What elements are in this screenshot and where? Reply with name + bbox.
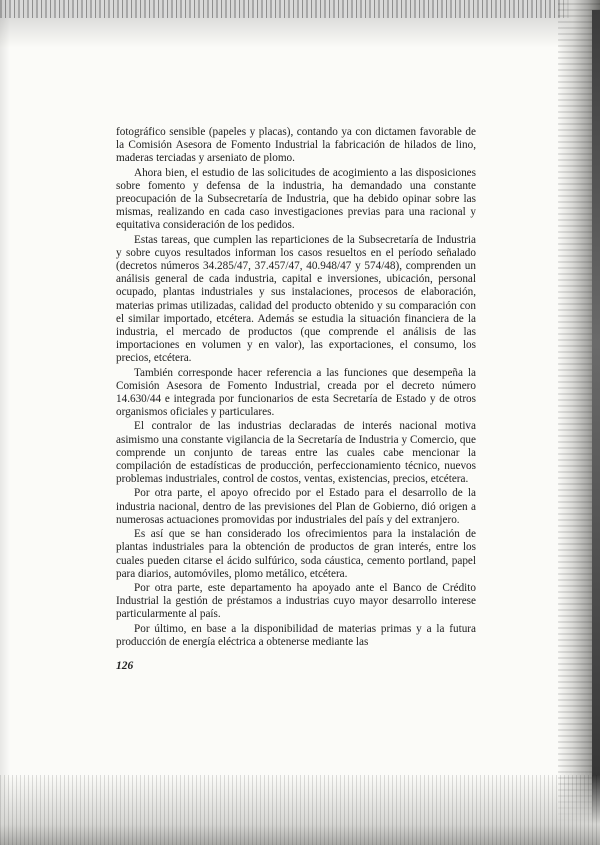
paragraph: Por otra parte, el apoyo ofrecido por el Estado para el desarrollo de la industria nacional, dentro de las previsiones del Plan de Gobierno, dió origen a numerosas actuaciones promovidas por industriales del país y del extranjero. [116, 487, 476, 526]
paragraph: Estas tareas, que cumplen las reparticiones de la Subsecretaría de Industria y sobre cuyos resultados informan los casos resueltos en el período señalado (decretos números 34.285/47, 37.457/47, 40.948/47 y 574/48), comprenden un análisis general de cada industria, capital e inversiones, ubicación, personal ocupado, plantas industriales y sus instalaciones, procesos de elaboración, materias primas utilizadas, calidad del producto obtenido y su comparación con el similar importado, etcétera. Además se estudia la situación financiera de la industria, el mercado de productos (que comprende el análisis de las importaciones en volumen y en valor), las exportaciones, el consumo, los precios, etcétera. [116, 233, 476, 365]
scan-binding-shadow [592, 10, 600, 845]
scan-edge-top [0, 0, 600, 18]
paragraph: El contralor de las industrias declaradas de interés nacional motiva asimismo una constante vigilancia de la Secretaría de Industria y Comercio, que comprende un conjunto de tareas entre las cuales cabe mencionar la compilación de estadísticas de producción, perfeccionamiento técnico, nuevos problemas industriales, control de costos, ventas, existencias, precios, etcétera. [116, 420, 476, 486]
scan-edge-bottom [0, 775, 600, 845]
paragraph: Por otra parte, este departamento ha apoyado ante el Banco de Crédito Industrial la gestión de préstamos a industrias cuyo mayor desarrollo interese particularmente al país. [116, 581, 476, 621]
paragraph: fotográfico sensible (papeles y placas), contando ya con dictamen favorable de la Comisión Asesora de Fomento Industrial la fabricación de hilados de lino, maderas terciadas y arseniato de plomo. [116, 126, 476, 165]
body-text [116, 126, 476, 649]
paragraph: Ahora bien, el estudio de las solicitudes de acogimiento a las disposiciones sobre fomento y defensa de la industria, ha demandado una constante preocupación de la Subsecretaría de Industria, que ha debido opinar sobre las mismas, realizando en cada caso investigaciones previas para una racional y equitativa consideración de los pedidos. [116, 166, 476, 232]
paragraph: Es así que se han considerado los ofrecimientos para la instalación de plantas industriales para la obtención de productos de gran interés, entre los cuales pueden citarse el ácido sulfúrico, soda cáustica, cemento portland, papel para diarios, automóviles, plomo metálico, etcétera. [116, 528, 476, 580]
scan-shadow-top [0, 18, 600, 48]
paragraph: Por último, en base a la disponibilidad de materias primas y a la futura producción de energía eléctrica a obtenerse mediante las [116, 622, 476, 648]
paragraph: También corresponde hacer referencia a las funciones que desempeña la Comisión Asesora de Fomento Industrial, creada por el decreto número 14.630/44 e integrada por funcionarios de esta Secretaría de Estado y de otros organismos oficiales y particulares. [116, 366, 476, 419]
scan-edge-left [0, 0, 10, 845]
page-number: 126 [116, 660, 134, 672]
